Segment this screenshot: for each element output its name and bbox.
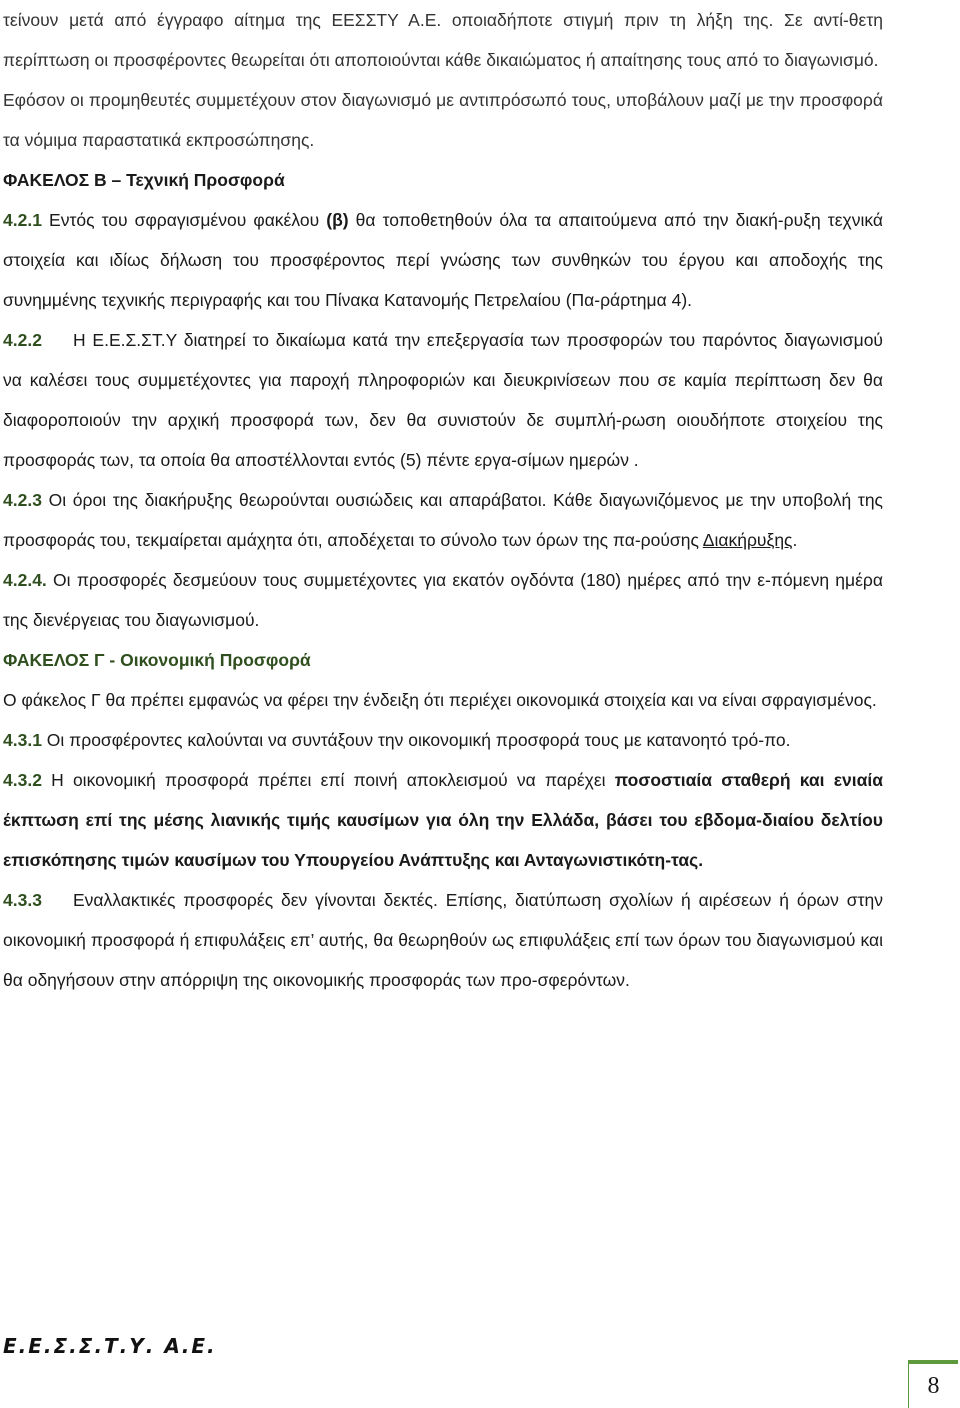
section-text: Η Ε.Ε.Σ.ΣΤ.Υ διατηρεί το δικαίωμα κατά την επεξεργασία των προσφορών του παρόντος διαγωνισμού να καλέσει τους συμμετέχοντες για παροχή πληροφοριών και διευκρινίσεων που σε καμία περίπτωση δεν θα διαφοροποιούν την αρχική προσφορά των, δεν θα συνιστούν δε συμπλή-ρωση οιουδήποτε στοιχείου της προσφοράς των, τα οποία θα αποστέλλονται εντός (5) πέντε εργα-σίμων ημερών . xyxy=(3,330,883,470)
section-4-2-1 xyxy=(3,200,883,320)
section-4-3-1 xyxy=(3,720,883,760)
section-text: Οι όροι της διακήρυξης θεωρούνται ουσιώδεις και απαράβατοι. Κάθε διαγωνιζόμενος με την υποβολή της προσφοράς του, τεκμαίρεται αμάχητα ότι, αποδέχεται το σύνολο των όρων της πα-ρούσης xyxy=(3,490,883,550)
section-link-text: Διακήρυξης xyxy=(702,530,793,550)
section-label: 4.3.3 xyxy=(3,890,42,910)
paragraph-envelope-c: Ο φάκελος Γ θα πρέπει εμφανώς να φέρει την ένδειξη ότι περιέχει οικονομικά στοιχεία και να είναι σφραγισμένος. xyxy=(3,690,877,710)
section-text: θα τοποθετηθούν όλα τα απαιτούμενα από την διακή-ρυξη τεχνικά στοιχεία και ιδίως δήλωση του προσφέροντος περί γνώσης των συνθηκών του έργου και αποδοχής της συνημμένης τεχνικής περιγραφής και του Πίνακα Κατανομής Πετρελαίου (Πα-ράρτημα 4). xyxy=(3,210,883,310)
section-bold: (β) xyxy=(326,210,349,230)
section-4-2-2 xyxy=(3,320,883,480)
section-label: 4.3.2 xyxy=(3,770,42,790)
section-text: Η οικονομική προσφορά πρέπει επί ποινή αποκλεισμού να παρέχει xyxy=(41,770,615,790)
section-4-2-4 xyxy=(3,560,883,640)
section-text: Εναλλακτικές προσφορές δεν γίνονται δεκτές. Επίσης, διατύπωση σχολίων ή αιρέσεων ή όρων στην οικονομική προσφορά ή επιφυλάξεις επ’ αυτής, θα θεωρηθούν ως επιφυλάξεις επί των όρων του διαγωνισμού και θα οδηγήσουν στην απόρριψη της οικονομικής προσφοράς των προ-σφερόντων. xyxy=(3,890,883,990)
section-label: 4.2.2 xyxy=(3,330,42,350)
section-text: Εντός του σφραγισμένου φακέλου xyxy=(41,210,327,230)
section-text: Οι προσφορές δεσμεύουν τους συμμετέχοντες για εκατόν ογδόντα (180) ημέρες από την ε-πόμενη ημέρα της διενέργειας του διαγωνισμού. xyxy=(3,570,883,630)
paragraph-representation: Εφόσον οι προμηθευτές συμμετέχουν στον διαγωνισμό με αντιπρόσωπό τους, υποβάλουν μαζί με την προσφορά τα νόμιμα παραστατικά εκπροσώπησης. xyxy=(3,90,883,150)
section-4-3-2 xyxy=(3,760,883,880)
section-label: 4.2.1 xyxy=(3,210,42,230)
section-4-3-3 xyxy=(3,880,883,1000)
heading-envelope-c: ΦΑΚΕΛΟΣ Γ - Οικονομική Προσφορά xyxy=(3,650,311,670)
section-4-2-3 xyxy=(3,480,883,560)
section-label: 4.2.3 xyxy=(3,490,42,510)
heading-envelope-b: ΦΑΚΕΛΟΣ Β – Τεχνική Προσφορά xyxy=(3,170,285,190)
section-bold: ποσοστιαία σταθερή και ενιαία έκπτωση επί της μέσης λιανικής τιμής καυσίμων για όλη την Ελλάδα, βάσει του εβδομα-διαίου δελτίου επισκόπησης τιμών καυσίμων του Υπουργείου Ανάπτυξης και Ανταγωνιστικότη-τας. xyxy=(3,770,883,870)
section-label: 4.3.1 xyxy=(3,730,42,750)
section-text: . xyxy=(792,530,798,550)
section-text: Οι προσφέροντες καλούνται να συντάξουν την οικονομική προσφορά τους με κατανοητό τρό-πο. xyxy=(41,730,791,750)
page-number: 8 xyxy=(908,1360,958,1408)
footer-organization: Ε.Ε.Σ.Σ.Τ.Υ. Α.Ε. xyxy=(3,1334,217,1358)
section-label: 4.2.4. xyxy=(3,570,47,590)
document-body xyxy=(3,0,883,1000)
paragraph-continuation: τείνουν μετά από έγγραφο αίτημα της ΕΕΣΣΤΥ Α.Ε. οποιαδήποτε στιγμή πριν τη λήξη της. Σε αντί-θετη περίπτωση οι προσφέροντες θεωρείται ότι αποποιούνται κάθε δικαιώματος ή απαίτησης τους από το διαγωνισμό. xyxy=(3,10,883,70)
